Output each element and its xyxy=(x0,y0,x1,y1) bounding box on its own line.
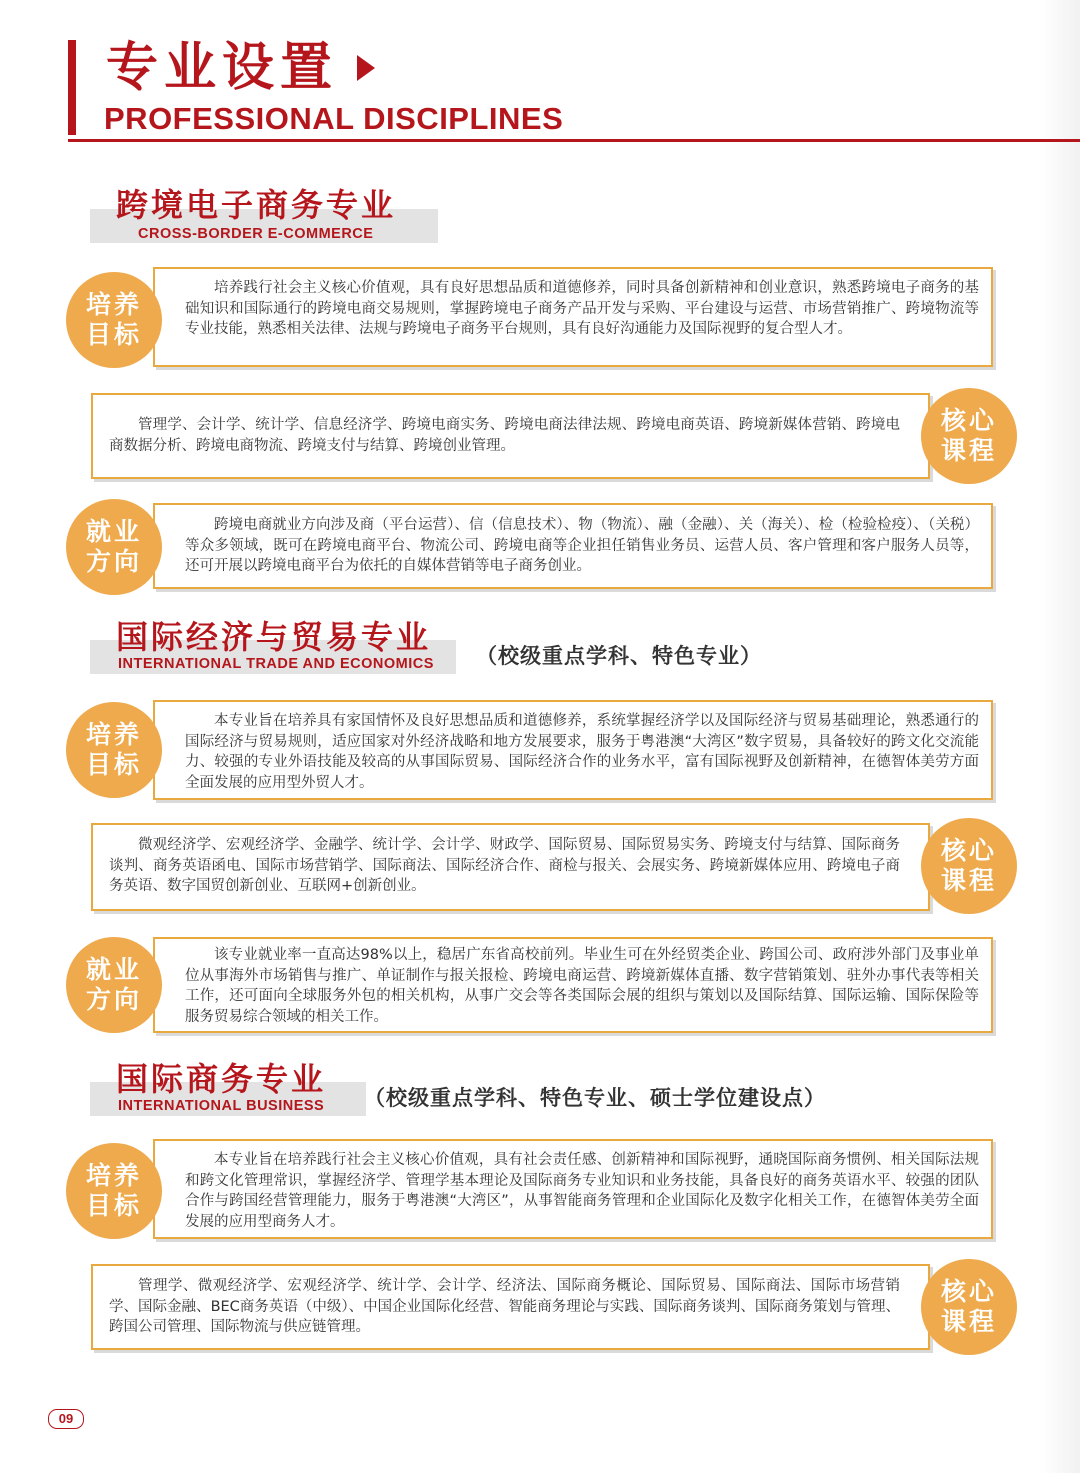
badge-label: 核心 xyxy=(940,406,997,435)
career-box xyxy=(153,937,993,1033)
major-title-en: CROSS-BORDER E-COMMERCE xyxy=(138,226,374,242)
goal-box xyxy=(153,1139,993,1239)
career-text: 该专业就业率一直高达98%以上，稳居广东省高校前列。毕业生可在外经贸类企业、跨国公司、政府涉外部门及事业单位从事海外市场销售与推广、单证制作与报关报检、跨境电商运营、跨境新媒体直播、数字营销策划、驻外办事代表等相关工作，还可面向全球服务外包的相关机构，从事广交会等各类国际会展的组织与策划以及国际结算、国际运输、国际保险等服务贸易综合领域的相关工作。 xyxy=(185,947,979,1025)
career-badge xyxy=(66,937,162,1033)
badge-label: 核心 xyxy=(940,836,997,865)
page-subtitle: PROFESSIONAL DISCIPLINES xyxy=(104,101,564,136)
badge-label: 培养 xyxy=(85,1161,142,1190)
goal-box xyxy=(153,267,993,367)
goal-box xyxy=(153,700,993,800)
badge-label: 课程 xyxy=(940,866,997,895)
courses-badge xyxy=(921,388,1017,484)
badge-label: 培养 xyxy=(85,290,142,319)
badge-label: 核心 xyxy=(940,1277,997,1306)
badge-label: 就业 xyxy=(85,955,142,984)
courses-badge xyxy=(921,1259,1017,1355)
career-text: 跨境电商就业方向涉及商（平台运营）、信（信息技术）、物（物流）、融（金融）、关（海关）、检（检验检疫）、（关税）等众多领域，既可在跨境电商平台、物流公司、跨境电商等企业担任销售业务员、运营人员、客户管理和客户服务人员等，还可开展以跨境电商平台为依托的自媒体营销等电子商务创业。 xyxy=(185,517,979,574)
courses-box xyxy=(91,1264,930,1350)
badge-label: 课程 xyxy=(940,1307,997,1336)
goal-text: 培养践行社会主义核心价值观，具有良好思想品质和道德修养，同时具备创新精神和创业意识，熟悉跨境电子商务的基础知识和国际通行的跨境电商交易规则，掌握跨境电子商务产品开发与采购、平台建设与运营、市场营销推广、跨境物流等专业技能，熟悉相关法律、法规与跨境电子商务平台规则，具有良好沟通能力及国际视野的复合型人才。 xyxy=(185,280,979,337)
major-title-en: INTERNATIONAL BUSINESS xyxy=(118,1098,325,1114)
major-note: （校级重点学科、特色专业、硕士学位建设点） xyxy=(364,1085,826,1110)
badge-label: 课程 xyxy=(940,436,997,465)
badge-label: 方向 xyxy=(85,547,142,576)
courses-text: 微观经济学、宏观经济学、金融学、统计学、会计学、财政学、国际贸易、国际贸易实务、跨境支付与结算、国际商务谈判、商务英语函电、国际市场营销学、国际商法、国际经济合作、商检与报关、会展实务、跨境新媒体应用、跨境电子商务英语、数字国贸创新创业、互联网+创新创业。 xyxy=(109,837,900,894)
courses-box xyxy=(91,393,930,479)
title-arrow-icon xyxy=(357,55,375,81)
page-edge-shade xyxy=(1040,0,1080,1473)
header-accent-bar xyxy=(68,40,76,135)
major-note: （校级重点学科、特色专业） xyxy=(476,643,762,668)
badge-label: 方向 xyxy=(85,985,142,1014)
goal-text: 本专业旨在培养践行社会主义核心价值观，具有社会责任感、创新精神和国际视野，通晓国际商务惯例、相关国际法规和跨文化管理常识，掌握经济学、管理学基本理论及国际商务专业知识和业务技能，具备良好的商务英语水平、较强的团队合作与跨国经营管理能力，服务于粤港澳“大湾区”，从事智能商务管理和企业国际化及数字化相关工作，在德智体美劳全面发展的应用型商务人才。 xyxy=(185,1152,979,1230)
goal-badge xyxy=(66,1143,162,1239)
goal-text: 本专业旨在培养具有家国情怀及良好思想品质和道德修养，系统掌握经济学以及国际经济与贸易基础理论，熟悉通行的国际经济与贸易规则，适应国家对外经济战略和地方发展要求，服务于粤港澳“大湾区”数字贸易，具备较好的跨文化交流能力、较强的专业外语技能及较高的从事国际贸易、国际经济合作的业务水平，富有国际视野及创新精神，在德智体美劳方面全面发展的应用型外贸人才。 xyxy=(185,713,979,791)
goal-badge xyxy=(66,702,162,798)
header-rule xyxy=(68,139,1080,142)
career-box xyxy=(153,503,993,589)
courses-box xyxy=(91,823,930,911)
courses-badge xyxy=(921,818,1017,914)
courses-text: 管理学、微观经济学、宏观经济学、统计学、会计学、经济法、国际商务概论、国际贸易、国际商法、国际市场营销学、国际金融、BEC商务英语（中级）、中国企业国际化经营、智能商务理论与实践、国际商务谈判、国际商务策划与管理、跨国公司管理、国际物流与供应链管理。 xyxy=(109,1278,900,1335)
major-title-en: INTERNATIONAL TRADE AND ECONOMICS xyxy=(118,656,434,672)
courses-text: 管理学、会计学、统计学、信息经济学、跨境电商实务、跨境电商法律法规、跨境电商英语、跨境新媒体营销、跨境电商数据分析、跨境电商物流、跨境支付与结算、跨境创业管理。 xyxy=(109,417,900,454)
badge-label: 培养 xyxy=(85,720,142,749)
major-title-cn: 国际经济与贸易专业 xyxy=(116,618,432,656)
badge-label: 目标 xyxy=(85,1191,142,1220)
page-title: 专业设置 xyxy=(106,38,339,98)
badge-label: 目标 xyxy=(85,750,142,779)
badge-label: 目标 xyxy=(85,320,142,349)
career-badge xyxy=(66,499,162,595)
major-title-cn: 国际商务专业 xyxy=(116,1060,327,1098)
page-number: 09 xyxy=(48,1409,84,1429)
goal-badge xyxy=(66,272,162,368)
badge-label: 就业 xyxy=(85,517,142,546)
major-title-cn: 跨境电子商务专业 xyxy=(116,186,397,224)
